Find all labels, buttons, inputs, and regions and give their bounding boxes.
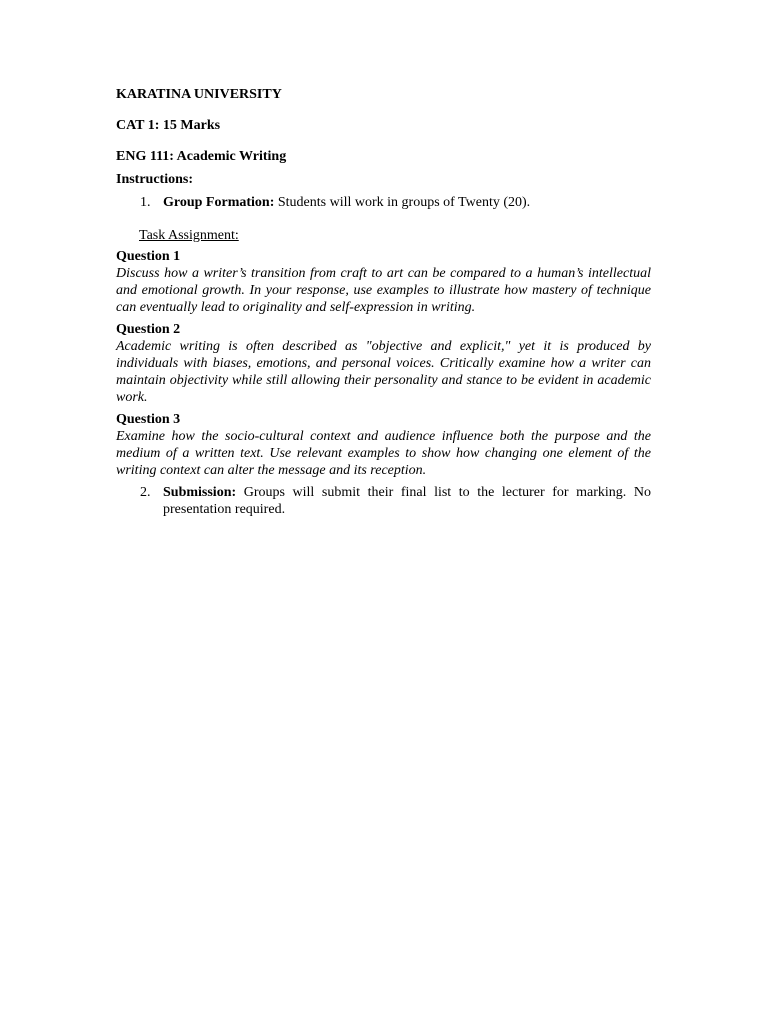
question-2-title: Question 2 (116, 322, 181, 337)
document-page (116, 86, 651, 518)
cat-marks: CAT 1: 15 Marks (116, 118, 221, 133)
list-number: 2. (140, 485, 151, 500)
instruction-text: Groups will submit their final list to the lecturer for marking. No presentation required. (163, 485, 651, 517)
question-1-title: Question 1 (116, 249, 181, 264)
instruction-text: Students will work in groups of Twenty (20). (274, 195, 531, 210)
university-name: KARATINA UNIVERSITY (116, 87, 282, 102)
task-assignment-heading: Task Assignment: (139, 228, 239, 243)
instruction-label: Submission: (163, 485, 237, 500)
instruction-label: Group Formation: (163, 195, 275, 210)
question-3-title: Question 3 (116, 412, 181, 427)
instruction-item-submission (116, 484, 651, 518)
list-number: 1. (140, 195, 151, 210)
question-2-text: Academic writing is often described as "objective and explicit," yet it is produced by individuals with biases, emotions, and personal voices. Critically examine how a writer can maintain objectivity while still allowing their personality and stance to be evident in academic work. (116, 339, 651, 405)
instruction-item-group-formation (116, 194, 651, 211)
question-3-text: Examine how the socio-cultural context and audience influence both the purpose and the medium of a written text. Use relevant examples to show how changing one element of the writing context can alter the message and its reception. (116, 429, 651, 478)
instructions-heading: Instructions: (116, 172, 194, 187)
question-1-text: Discuss how a writer’s transition from craft to art can be compared to a human’s intellectual and emotional growth. In your response, use examples to illustrate how mastery of technique can eventually lead to originality and self-expression in writing. (116, 266, 651, 315)
course-title: ENG 111: Academic Writing (116, 149, 287, 164)
